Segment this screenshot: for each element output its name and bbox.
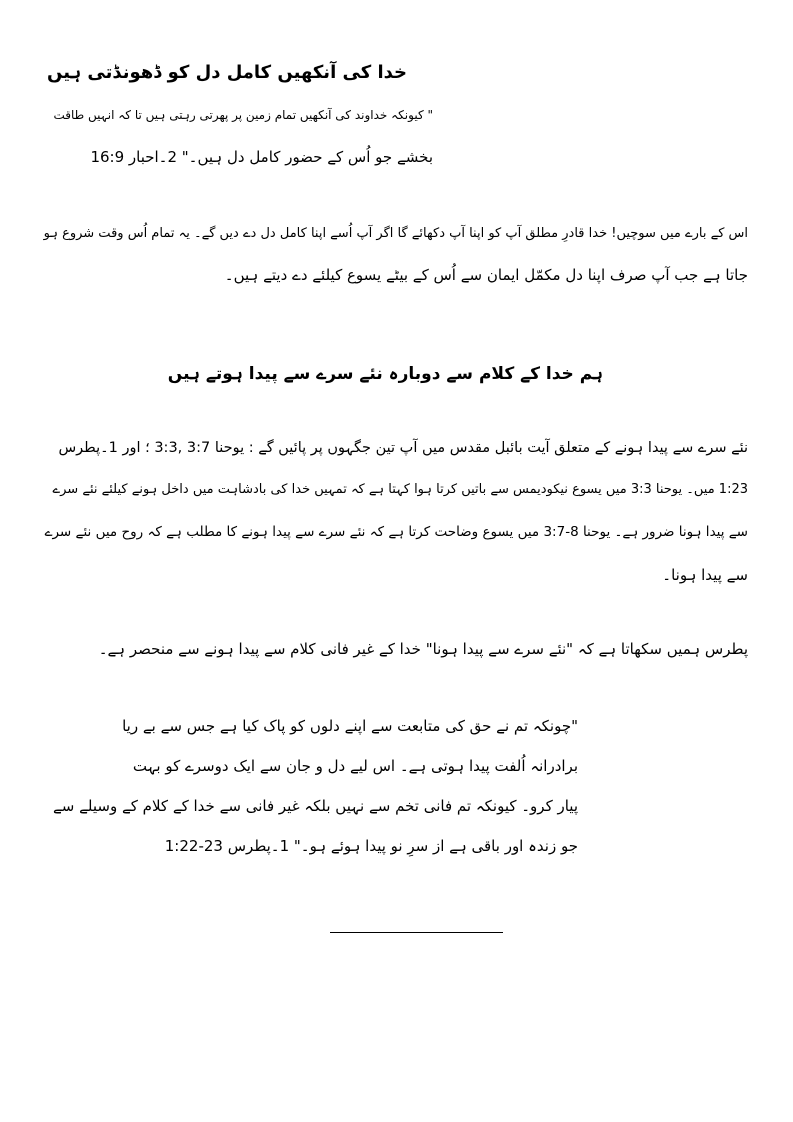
quote-line: پیار کرو۔ کیونکہ تم فانی تخم سے نہیں بلکہ غیر فانی سے خدا کے کلام کے وسیلے سے: [52, 797, 578, 815]
verse-line: بخشے جو اُس کے حضور کامل دل ہیں۔" 2۔احبار 16:9: [90, 148, 433, 166]
paragraph-line: 1:23 میں۔ یوحنا 3:3 میں یسوع نیکودیمس سے باتیں کرتا ہوا کہتا ہے کہ تمہیں خدا کی بادشاہت میں داخل ہونے کیلئے نئے سرے: [52, 482, 748, 497]
section-title-perfect-heart: خدا کی آنکھیں کامل دل کو ڈھونڈتی ہیں: [47, 62, 407, 83]
quote-line: جو زندہ اور باقی ہے از سرِ نو پیدا ہوئے ہو۔" 1۔پطرس 23-1:22: [164, 837, 578, 855]
section-title-born-again: ہم خدا کے کلام سے دوبارہ نئے سرے سے پیدا ہوتے ہیں: [167, 364, 603, 384]
quote-line: برادرانہ اُلفت پیدا ہوتی ہے۔ اس لیے دل و جان سے ایک دوسرے کو بہت: [132, 757, 578, 775]
paragraph-line: اس کے بارے میں سوچیں! خدا قادرِ مطلق آپ کو اپنا آپ دکھائے گا اگر آپ اُسے اپنا کامل دل دے دیں گے۔ یہ تمام اُس وقت شروع ہو: [43, 226, 748, 241]
paragraph-line: پطرس ہمیں سکھاتا ہے کہ "نئے سرے سے پیدا ہونا" خدا کے غیر فانی کلام سے پیدا ہونے سے منحصر ہے۔: [98, 640, 748, 658]
quote-line: "چونکہ تم نے حق کی متابعت سے اپنے دلوں کو پاک کیا ہے جس سے بے ریا: [122, 717, 578, 735]
paragraph-line: نئے سرے سے پیدا ہونے کے متعلق آیت بائبل مقدس میں آپ تین جگہوں پر پائیں گے : یوحنا 3:7 ,3:3 ؛ اور 1۔پطرس: [58, 440, 748, 456]
paragraph-line: سے پیدا ہونا۔: [662, 566, 748, 584]
verse-line: " کیونکہ خداوند کی آنکھیں تمام زمین پر پھرتی رہتی ہیں تا کہ انہیں طاقت: [53, 108, 433, 122]
paragraph-line: سے پیدا ہونا ضرور ہے۔ یوحنا 8-3:7 میں یسوع وضاحت کرتا ہے کہ نئے سرے سے پیدا ہونے کا مطلب ہے کہ روح میں نئے سرے: [44, 524, 748, 540]
horizontal-divider: [330, 932, 503, 933]
paragraph-line: جاتا ہے جب آپ صرف اپنا دل مکمّل ایمان سے اُس کے بیٹے یسوع کیلئے دے دیتے ہیں۔: [224, 266, 748, 284]
